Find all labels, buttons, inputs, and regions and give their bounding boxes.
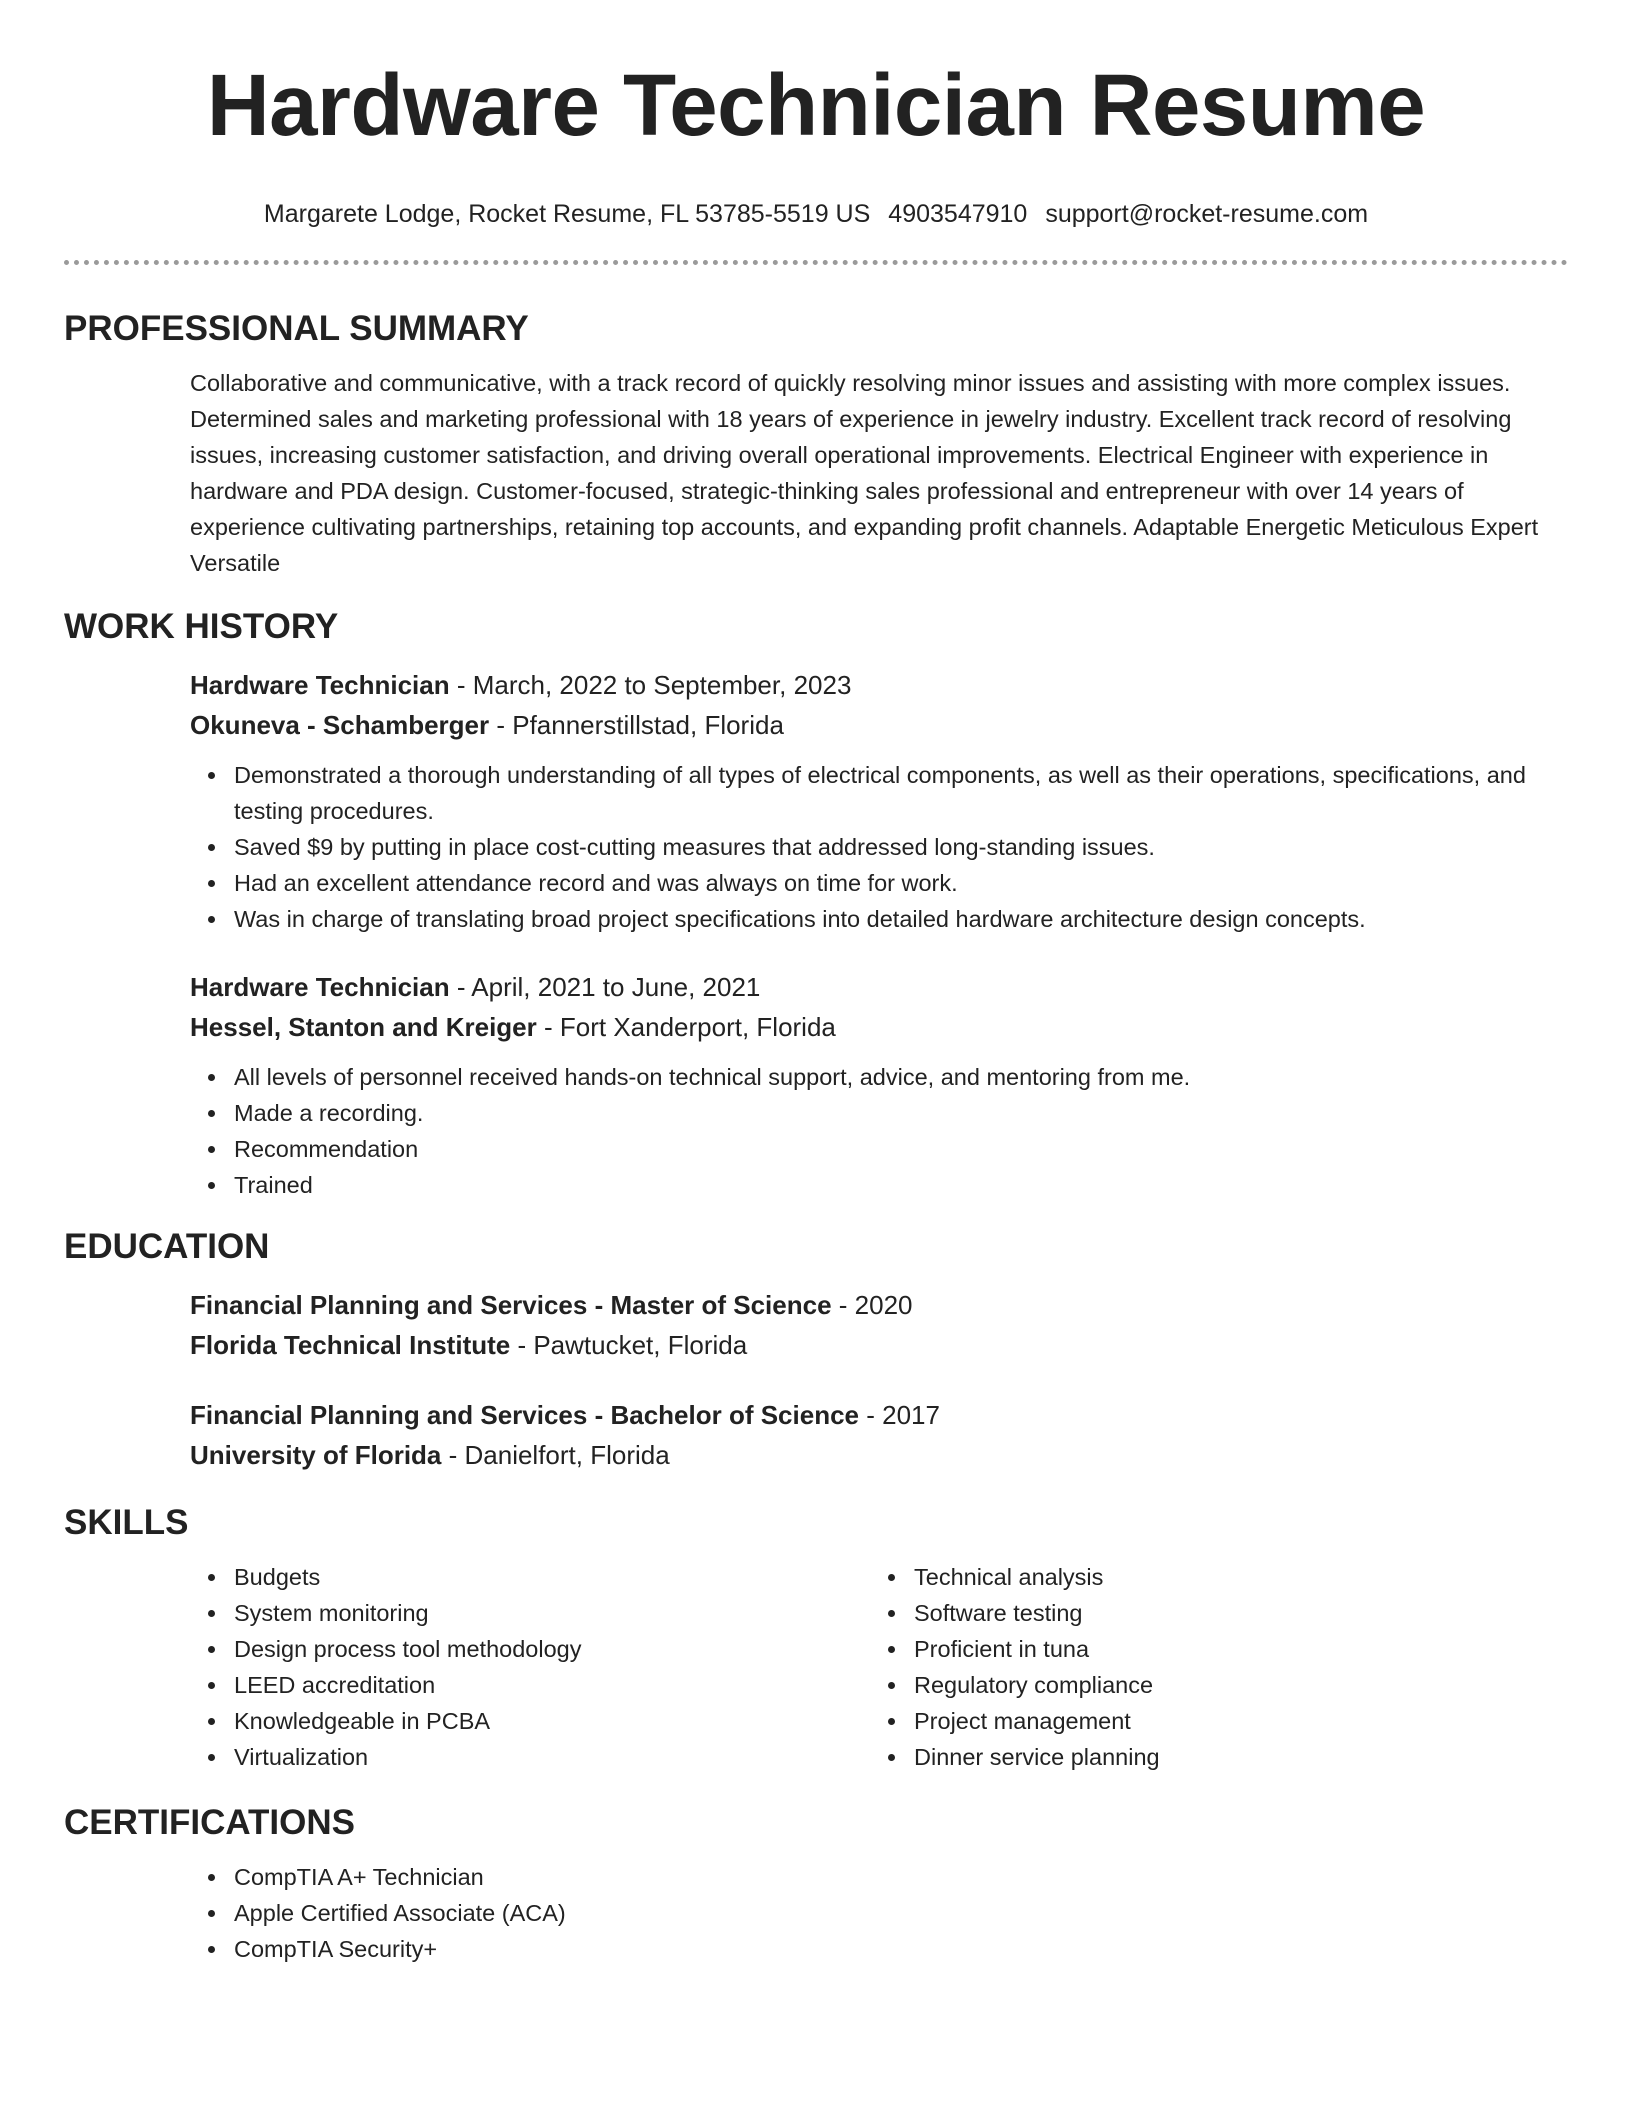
job-bullet: Recommendation xyxy=(190,1131,1568,1167)
job-title: Hardware Technician xyxy=(190,670,450,700)
contact-phone: 4903547910 xyxy=(888,200,1028,228)
section-heading-work-history: WORK HISTORY xyxy=(64,607,339,646)
summary-text: Collaborative and communicative, with a track record of quickly resolving minor issues and assisting with more complex issues. Determined sales and marketing professional with 18 years of experience in jewelry industry. Excellent track record of resolving issues, increasing customer satisfaction, and driving overall operational improvements. Electrical Engineer with experience in hardware and PDA design. Customer-focused, strategic-thinking sales professional and entrepreneur with over 14 years of experience cultivating partnerships, retaining top accounts, and expanding profit channels. Adaptable Energetic Meticulous Expert Versatile xyxy=(190,370,1539,576)
education-school-line xyxy=(190,1325,1568,1365)
skill-item: Design process tool methodology xyxy=(190,1631,870,1667)
job-dates: - March, 2022 to September, 2023 xyxy=(449,670,852,700)
job-company-line xyxy=(190,1007,1568,1047)
skill-item: System monitoring xyxy=(190,1595,870,1631)
section-heading-skills: SKILLS xyxy=(64,1503,189,1542)
job-entry xyxy=(190,665,1568,937)
skill-item: Regulatory compliance xyxy=(870,1667,1550,1703)
skills-list-right xyxy=(870,1559,1550,1775)
job-bullet: Had an excellent attendance record and was always on time for work. xyxy=(190,865,1568,901)
job-company-line xyxy=(190,705,1568,745)
section-heading-certifications: CERTIFICATIONS xyxy=(64,1803,356,1842)
job-location: - Fort Xanderport, Florida xyxy=(536,1012,836,1042)
certification-item: CompTIA Security+ xyxy=(190,1931,1568,1967)
section-heading-summary: PROFESSIONAL SUMMARY xyxy=(64,309,529,348)
skill-item: Project management xyxy=(870,1703,1550,1739)
job-title-line xyxy=(190,967,1568,1007)
certifications-list xyxy=(190,1859,1568,1967)
resume-page xyxy=(64,0,1568,1967)
job-bullet: Trained xyxy=(190,1167,1568,1203)
skill-item: Knowledgeable in PCBA xyxy=(190,1703,870,1739)
resume-title: Hardware Technician Resume xyxy=(206,57,1426,154)
skills-columns xyxy=(190,1559,1568,1775)
skill-item: Budgets xyxy=(190,1559,870,1595)
education-year: - 2017 xyxy=(859,1400,940,1430)
skill-item: Software testing xyxy=(870,1595,1550,1631)
education-school: Florida Technical Institute xyxy=(190,1330,511,1360)
education-entry xyxy=(190,1395,1568,1475)
job-company: Hessel, Stanton and Kreiger xyxy=(190,1012,537,1042)
certification-item: Apple Certified Associate (ACA) xyxy=(190,1895,1568,1931)
job-entry xyxy=(190,967,1568,1203)
job-bullet: All levels of personnel received hands-on technical support, advice, and mentoring from me. xyxy=(190,1059,1568,1095)
contact-email: support@rocket-resume.com xyxy=(1045,200,1369,228)
education-degree-line xyxy=(190,1285,1568,1325)
skill-item: Proficient in tuna xyxy=(870,1631,1550,1667)
job-title-line xyxy=(190,665,1568,705)
job-bullet: Saved $9 by putting in place cost-cutting measures that addressed long-standing issues. xyxy=(190,829,1568,865)
education-entry xyxy=(190,1285,1568,1365)
job-bullet: Was in charge of translating broad project specifications into detailed hardware architecture design concepts. xyxy=(190,901,1568,937)
education-degree-line xyxy=(190,1395,1568,1435)
header-divider xyxy=(64,260,1568,265)
job-company: Okuneva - Schamberger xyxy=(190,710,490,740)
job-location: - Pfannerstillstad, Florida xyxy=(489,710,784,740)
job-bullets xyxy=(190,757,1568,937)
education-school-line xyxy=(190,1435,1568,1475)
education-degree: Financial Planning and Services - Master of Science xyxy=(190,1290,832,1320)
contact-line xyxy=(64,198,1568,230)
job-bullet: Made a recording. xyxy=(190,1095,1568,1131)
job-dates: - April, 2021 to June, 2021 xyxy=(449,972,761,1002)
contact-address: Margarete Lodge, Rocket Resume, FL 53785-5519 US xyxy=(263,200,871,228)
job-bullets xyxy=(190,1059,1568,1203)
education-degree: Financial Planning and Services - Bachelor of Science xyxy=(190,1400,859,1430)
skill-item: Virtualization xyxy=(190,1739,870,1775)
job-bullet: Demonstrated a thorough understanding of all types of electrical components, as well as their operations, specifications, and testing procedures. xyxy=(190,757,1568,829)
skill-item: LEED accreditation xyxy=(190,1667,870,1703)
skill-item: Dinner service planning xyxy=(870,1739,1550,1775)
skills-list-left xyxy=(190,1559,870,1775)
section-heading-education: EDUCATION xyxy=(64,1227,270,1266)
education-school: University of Florida xyxy=(190,1440,442,1470)
education-location: - Pawtucket, Florida xyxy=(510,1330,748,1360)
skill-item: Technical analysis xyxy=(870,1559,1550,1595)
education-location: - Danielfort, Florida xyxy=(441,1440,670,1470)
education-year: - 2020 xyxy=(831,1290,913,1320)
job-title: Hardware Technician xyxy=(190,972,450,1002)
certification-item: CompTIA A+ Technician xyxy=(190,1859,1568,1895)
